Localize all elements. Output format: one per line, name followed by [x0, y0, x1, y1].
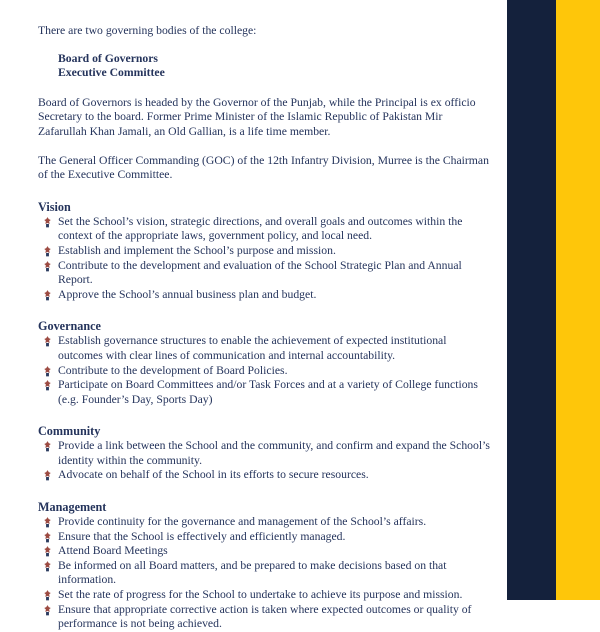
list-item: [38, 378, 491, 407]
list-item-text: Contribute to the development and evaluation of the School Strategic Plan and Annual Report.: [58, 258, 462, 287]
list-item: [38, 515, 491, 530]
section-vision: [38, 199, 491, 303]
list-item-text: Advocate on behalf of the School in its efforts to secure resources.: [58, 468, 369, 482]
college-crest-icon: [43, 336, 52, 347]
list-item-text: Contribute to the development of Board Policies.: [58, 363, 288, 377]
list-item: [38, 588, 491, 603]
bullet-list: [38, 334, 491, 407]
list-item: [38, 468, 491, 483]
paragraph-executive-committee: The General Officer Commanding (GOC) of the 12th Infantry Division, Murree is the Chairman of the Executive Committee.: [38, 153, 489, 182]
list-item-text: Ensure that appropriate corrective action is taken where expected outcomes or quality of performance is not being achieved.: [58, 602, 472, 631]
governing-body-item: Board of Governors: [58, 51, 158, 65]
section-heading: Governance: [38, 319, 101, 334]
section-governance: [38, 318, 491, 407]
college-crest-icon: [43, 470, 52, 481]
list-item-text: Provide continuity for the governance and management of the School’s affairs.: [58, 515, 427, 529]
intro-text: There are two governing bodies of the college:: [38, 24, 257, 37]
college-crest-icon: [43, 605, 52, 616]
college-crest-icon: [43, 532, 52, 543]
college-crest-icon: [43, 261, 52, 272]
list-item: [38, 244, 491, 259]
college-crest-icon: [43, 290, 52, 301]
list-item: [38, 439, 491, 468]
bullet-list: [38, 515, 491, 632]
list-item: [38, 215, 491, 244]
section-heading: Vision: [38, 199, 71, 214]
college-crest-icon: [43, 561, 52, 572]
list-item-text: Establish governance structures to enable the achievement of expected institutional outcomes with clear lines of communication and internal accountability.: [58, 334, 447, 362]
list-item: [38, 364, 491, 379]
college-crest-icon: [43, 380, 52, 391]
list-item-text: Provide a link between the School and the community, and confirm and expand the School’s identity within the community.: [58, 439, 490, 467]
list-item-text: Approve the School’s annual business plan and budget.: [58, 287, 317, 301]
college-crest-icon: [43, 441, 52, 452]
document-page: [38, 24, 491, 632]
list-item: [38, 334, 491, 363]
bullet-list: [38, 439, 491, 483]
paragraph-board-of-governors: Board of Governors is headed by the Governor of the Punjab, while the Principal is ex officio Secretary to the board. Former Prime Minister of the Islamic Republic of Pakistan Mir Zafarullah Khan Jamali, an Old Gallian, is a life time member.: [38, 95, 476, 138]
section-heading: Management: [38, 500, 107, 515]
college-crest-icon: [43, 546, 52, 557]
yellow-stripe: [556, 0, 600, 600]
list-item-text: Attend Board Meetings: [58, 544, 168, 558]
college-crest-icon: [43, 217, 52, 228]
section-management: [38, 499, 491, 632]
college-crest-icon: [43, 246, 52, 257]
governing-body-item: Executive Committee: [58, 66, 165, 80]
college-crest-icon: [43, 590, 52, 601]
college-crest-icon: [43, 366, 52, 377]
navy-stripe: [507, 0, 556, 600]
list-item: [38, 259, 491, 288]
governing-bodies-list: [38, 52, 491, 81]
list-item-text: Participate on Board Committees and/or Task Forces and at a variety of College functions (e.g. Founder’s Day, Sports Day): [58, 378, 478, 406]
list-item: [38, 559, 491, 588]
list-item: [38, 288, 491, 303]
list-item-text: Be informed on all Board matters, and be prepared to make decisions based on that information.: [58, 558, 447, 587]
list-item: [38, 530, 491, 545]
list-item-text: Ensure that the School is effectively and efficiently managed.: [58, 529, 346, 543]
list-item: [38, 544, 491, 559]
section-community: [38, 423, 491, 483]
list-item: [38, 603, 491, 632]
section-heading: Community: [38, 424, 101, 439]
list-item-text: Set the School’s vision, strategic directions, and overall goals and outcomes within the context of the appropriate laws, government policy, and local need.: [58, 214, 463, 243]
bullet-list: [38, 215, 491, 303]
list-item-text: Set the rate of progress for the School to undertake to achieve its purpose and mission.: [58, 588, 463, 602]
list-item-text: Establish and implement the School’s purpose and mission.: [58, 243, 336, 257]
college-crest-icon: [43, 517, 52, 528]
